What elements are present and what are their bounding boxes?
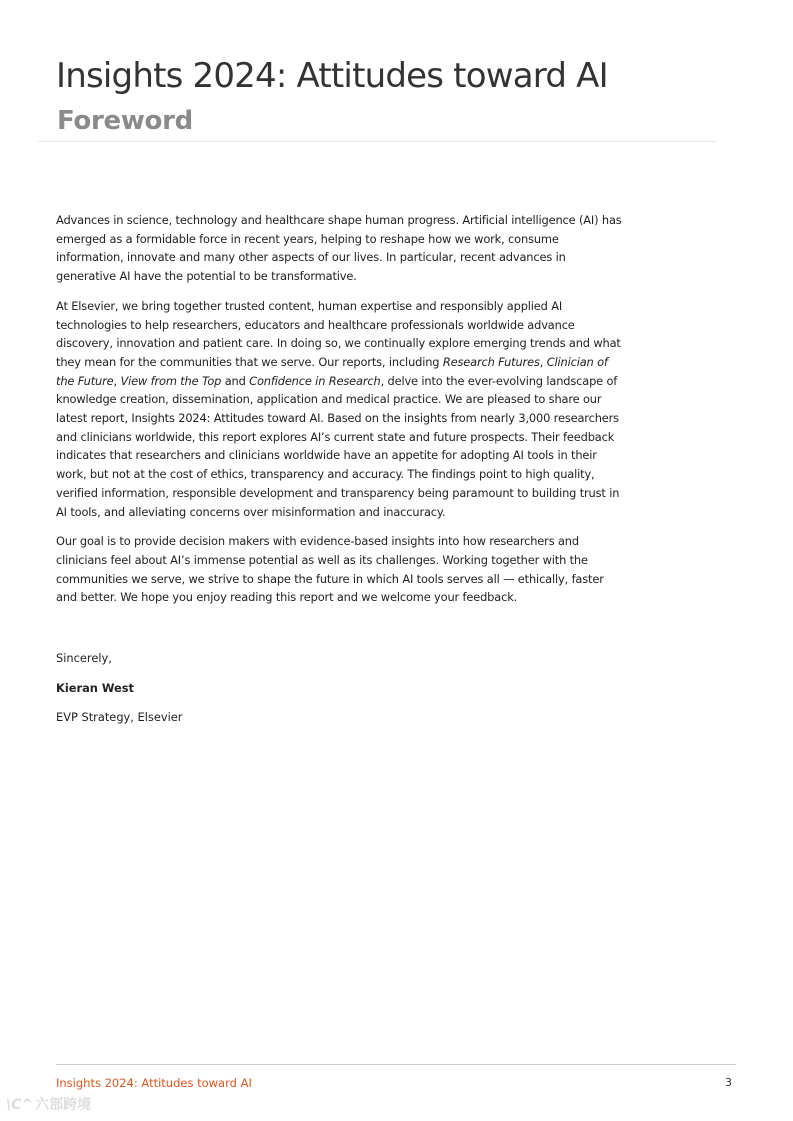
footer-title: Insights 2024: Attitudes toward AI xyxy=(56,1076,252,1090)
watermark-logo xyxy=(6,1094,91,1114)
paragraph-elsevier-rest: , delve into the ever-evolving landscape of knowledge creation, dissemination, application and medical practice. We are pleased to share our latest report, Insights 2024: Attitudes toward AI. Based on the insights from nearly 3,000 researchers and clinicians worldwide, this report explores AI’s current state and future prospects. Their feedback indicates that researchers and clinicians worldwide have an appetite for adopting AI tools in their work, but not at the cost of ethics, transparency and accuracy. The findings point to high quality, verified information, responsible development and transparency being paramount to building trust in AI tools, and alleviating concerns over misinformation and inaccuracy. xyxy=(56,373,620,519)
paragraph-elsevier xyxy=(56,297,624,521)
report-separator: , xyxy=(113,373,121,388)
footer-divider xyxy=(56,1064,736,1065)
report-separator: and xyxy=(221,373,250,388)
watermark-mark: \C^ xyxy=(6,1097,34,1113)
watermark-text: 六部跨境 xyxy=(35,1097,92,1113)
report-title-view-from-the-top: View from the Top xyxy=(120,373,222,388)
report-title-confidence-in-research: Confidence in Research xyxy=(249,373,381,388)
foreword-body xyxy=(56,211,624,618)
signer-name: Kieran West xyxy=(56,681,134,695)
paragraph-goal: Our goal is to provide decision makers with evidence-based insights into how researchers and clinicians feel about AI’s immense potential as well as its challenges. Working together with the communities we serve, we strive to shape the future in which AI tools serves all — ethically, faster and better. We hope you enjoy reading this report and we welcome your feedback. xyxy=(56,534,604,605)
report-title-research-futures: Research Futures xyxy=(442,354,540,369)
report-title-clinician-of-the-future: Clinician of the Future xyxy=(56,354,608,388)
page-subtitle: Foreword xyxy=(57,106,193,136)
report-separator: , xyxy=(539,354,547,369)
page-title: Insights 2024: Attitudes toward AI xyxy=(56,56,608,96)
header-divider xyxy=(38,141,717,142)
paragraph-intro: Advances in science, technology and healthcare shape human progress. Artificial intelligence (AI) has emerged as a formidable force in recent years, helping to reshape how we work, consume information, innovate and many other aspects of our lives. In particular, recent advances in generative AI have the potential to be transformative. xyxy=(56,213,622,284)
signer-title: EVP Strategy, Elsevier xyxy=(56,710,183,724)
paragraph-elsevier-intro: At Elsevier, we bring together trusted content, human expertise and responsibly applied AI technologies to help researchers, educators and healthcare professionals worldwide advance discovery, innovation and patient care. In doing so, we continually explore emerging trends and what they mean for the communities that we serve. Our reports, including xyxy=(56,298,621,369)
page-number: 3 xyxy=(725,1076,732,1089)
salutation: Sincerely, xyxy=(56,651,112,665)
closing-block xyxy=(56,649,182,726)
